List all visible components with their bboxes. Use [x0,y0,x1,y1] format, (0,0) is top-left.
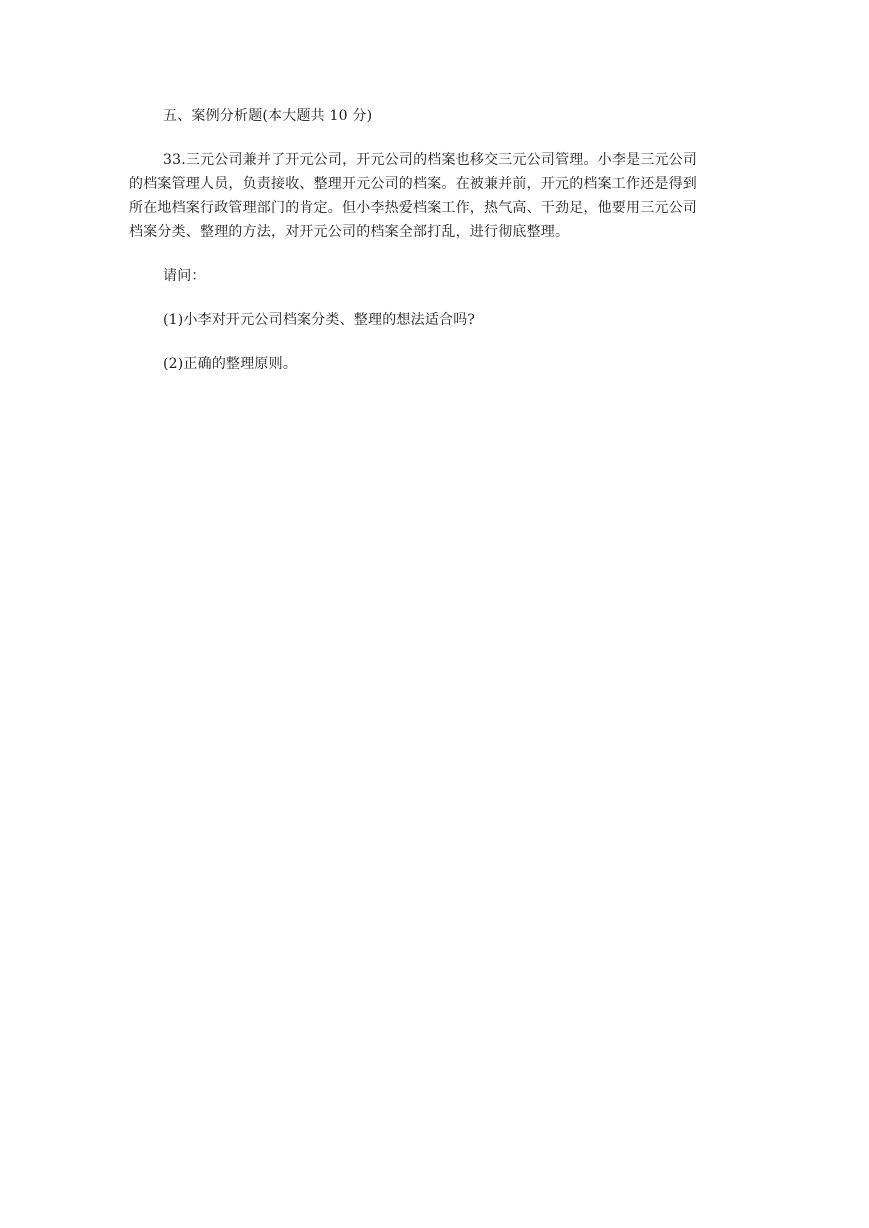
question-text-line-3: 所在地档案行政管理部门的肯定。但小李热爱档案工作，热气高、干劲足，他要用三元公司 [129,200,697,216]
question-prompt: 请问： [163,268,206,284]
sub-question-2: (2)正确的整理原则。 [163,356,298,372]
section-heading: 五、案例分析题(本大题共 10 分) [163,108,373,124]
question-text-line-2: 的档案管理人员，负责接收、整理开元公司的档案。在被兼并前，开元的档案工作还是得到 [129,176,697,192]
question-text-line-4: 档案分类、整理的方法，对开元公司的档案全部打乱，进行彻底整理。 [129,224,570,240]
question-text-line-1: 33.三元公司兼并了开元公司，开元公司的档案也移交三元公司管理。小李是三元公司 [163,152,698,168]
sub-question-1: (1)小李对开元公司档案分类、整理的想法适合吗? [163,312,476,328]
